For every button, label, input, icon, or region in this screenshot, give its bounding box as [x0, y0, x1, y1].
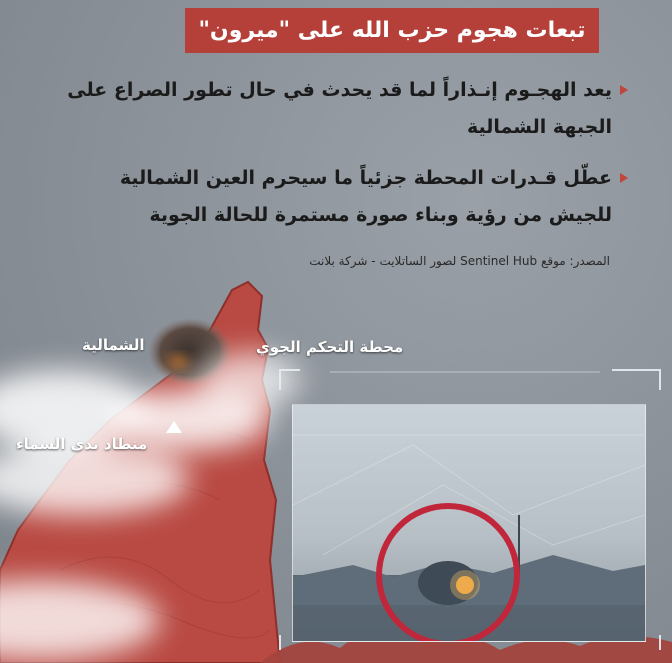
title-banner [185, 8, 599, 53]
bullet-point-1 [52, 72, 612, 146]
bullet-text-1: يعد الهجـوم إنـذاراً لما قد يحدث في حال تطور الصراع على الجبهة الشمالية [67, 79, 612, 138]
label-north: الشمالية [82, 336, 145, 354]
source-caption: المصدر: موقع Sentinel Hub لصور الساتلايت - شركة بلانت [309, 254, 610, 268]
label-control-station: محطة التحكم الجوي [256, 338, 404, 356]
bullet-point-2 [52, 160, 612, 234]
bullet-marker-icon [620, 85, 628, 95]
bullet-text-2: عطّل قـدرات المحطة جزئياً ما سيحرم العين الشمالية للجيش من رؤية وبناء صورة مستمرة للحالة الجوية [119, 167, 612, 226]
satellite-image [292, 404, 646, 642]
balloon-marker-icon [166, 421, 182, 433]
page-title: تبعات هجوم حزب الله على "ميرون" [198, 18, 586, 43]
fire-glow [168, 356, 188, 368]
label-balloon: منطاد ندى السماء [16, 435, 148, 453]
bullet-marker-icon [620, 173, 628, 183]
